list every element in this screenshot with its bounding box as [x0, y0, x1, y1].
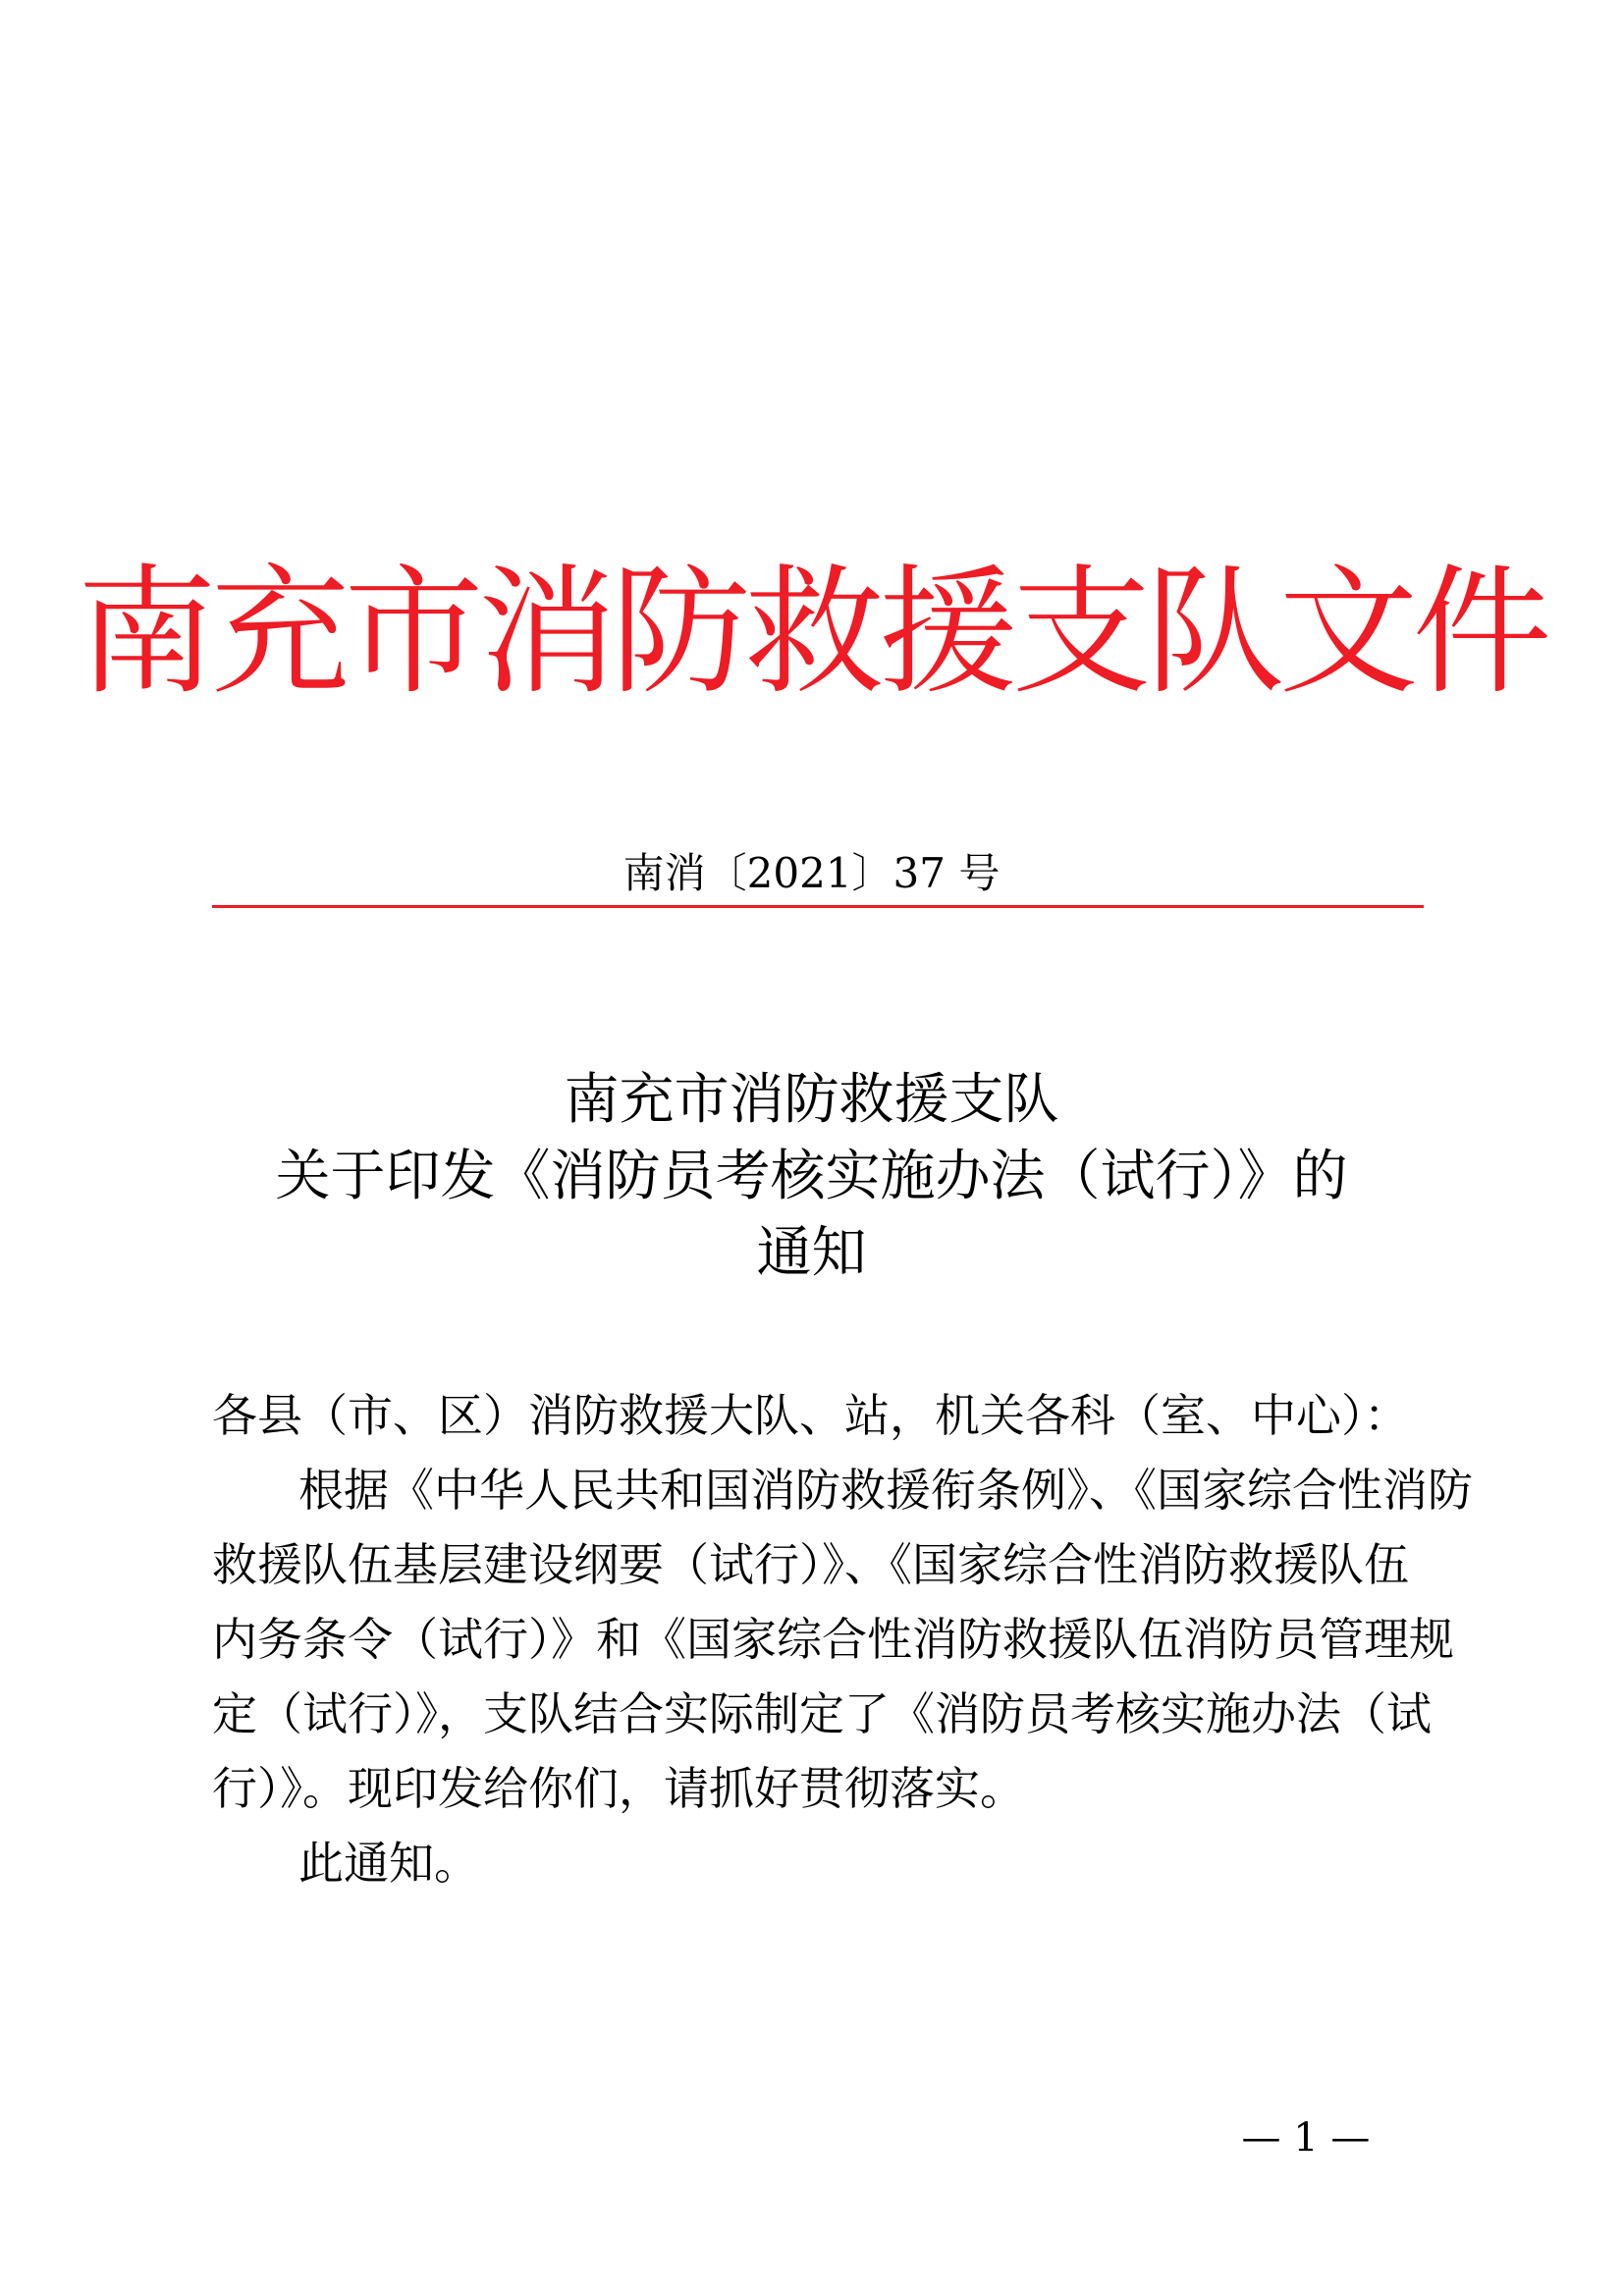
- header-divider-red-line: [212, 905, 1424, 908]
- notice-title-line-3: 通知: [756, 1221, 867, 1285]
- document-number: 南消〔2021〕37 号: [622, 849, 1001, 897]
- body-line-1: 根据《中华人民共和国消防救援衔条例》、《国家综合性消防: [298, 1464, 1473, 1517]
- body-line-4: 定（试行）》，支队结合实际制定了《消防员考核实施办法（试: [212, 1687, 1432, 1740]
- notice-body: [212, 1378, 1473, 1900]
- body-line-3: 内务条令（试行）》和《国家综合性消防救援队伍消防员管理规: [212, 1613, 1454, 1666]
- page-number: — 1 —: [1241, 2115, 1371, 2161]
- notice-title-line-2: 关于印发《消防员考核实施办法（试行）》的: [275, 1145, 1348, 1208]
- closing-text: 此通知。: [298, 1837, 479, 1890]
- body-line-5: 行）》。现印发给你们，请抓好贯彻落实。: [212, 1762, 1025, 1815]
- body-line-2: 救援队伍基层建设纲要（试行）》、《国家综合性消防救援队伍: [212, 1538, 1409, 1591]
- salutation: 各县（市、区）消防救援大队、站，机关各科（室、中心）：: [212, 1389, 1409, 1442]
- notice-title-line-1: 南充市消防救援支队: [564, 1068, 1059, 1132]
- document-header-title: 南充市消防救援支队文件: [77, 552, 1546, 714]
- notice-title: [147, 1062, 1476, 1292]
